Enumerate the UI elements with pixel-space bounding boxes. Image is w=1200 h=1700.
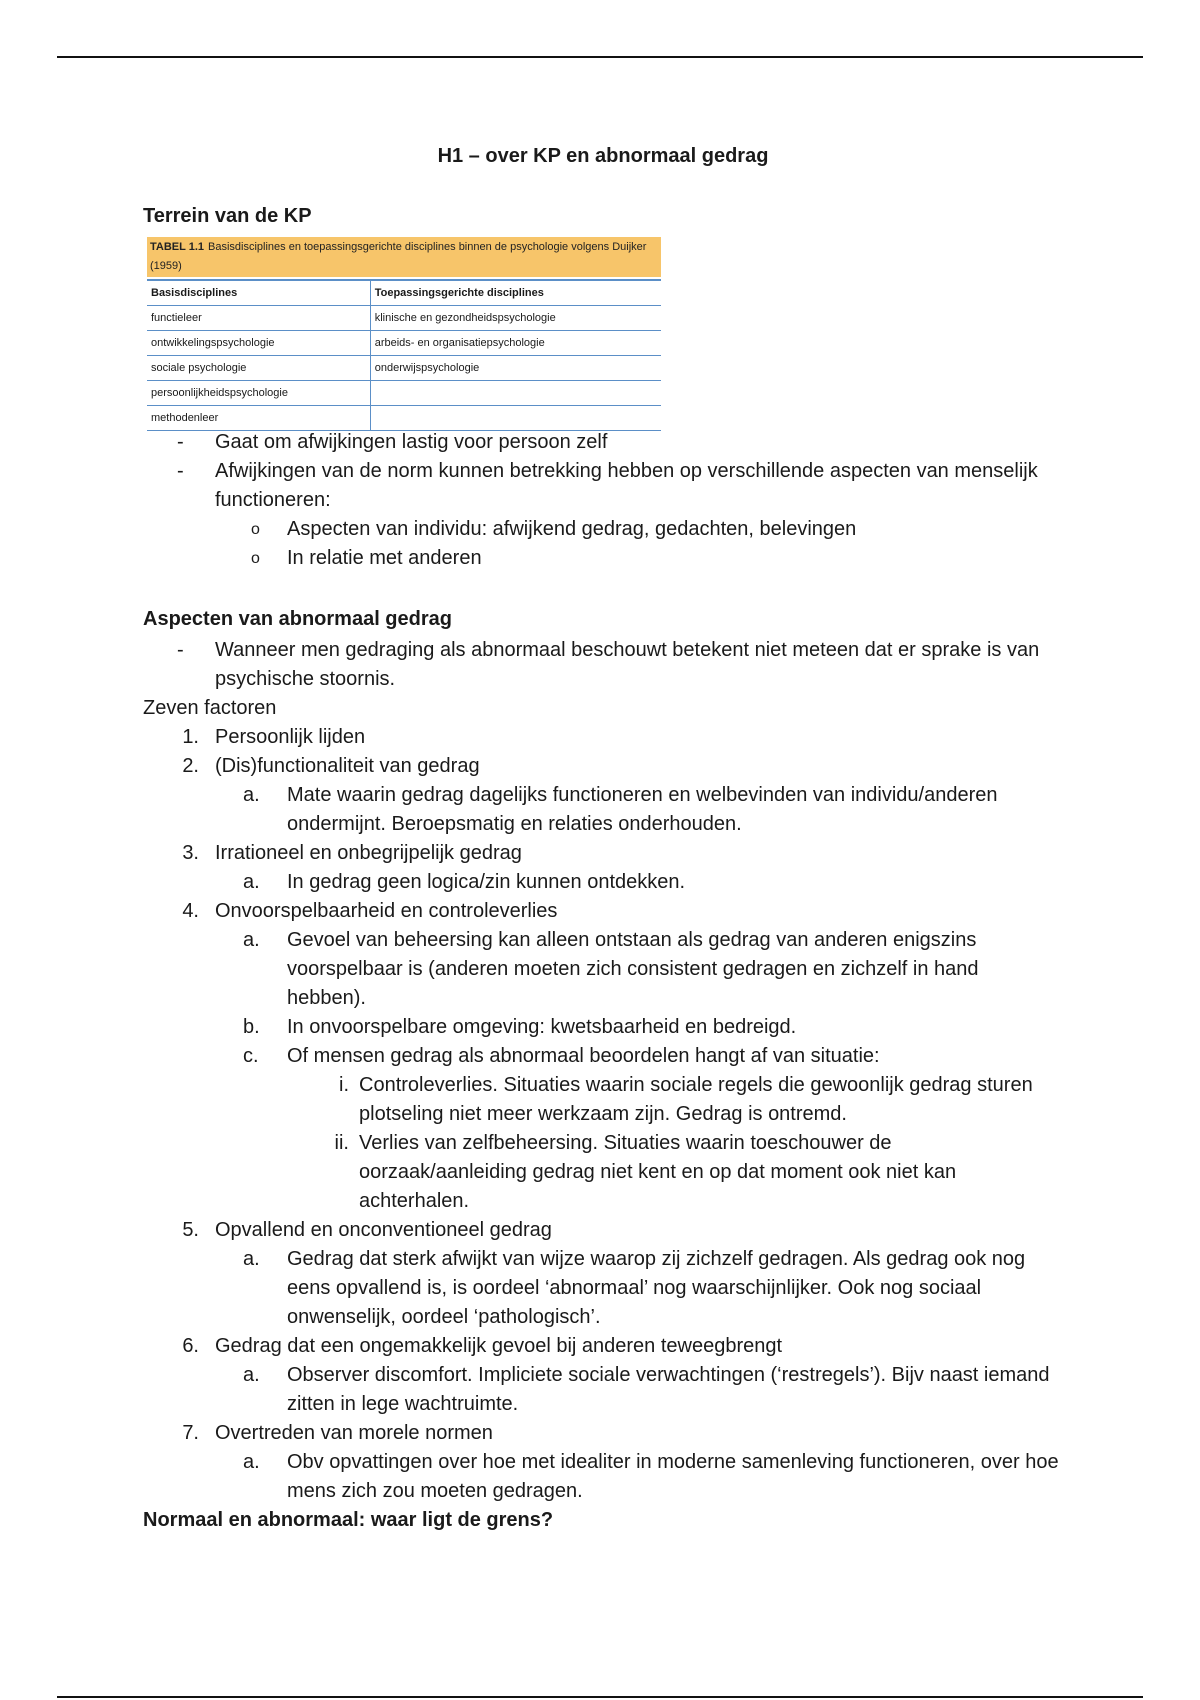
table-cell: arbeids- en organisatiepsychologie <box>370 331 661 356</box>
list-item: o Aspecten van individu: afwijkend gedrag, gedachten, belevingen <box>251 518 857 540</box>
table-cell: functieleer <box>147 306 370 331</box>
list-item: 6. Gedrag dat een ongemakkelijk gevoel bij anderen teweegbrengt <box>182 1335 783 1357</box>
list-item: i. Controleverlies. Situaties waarin sociale regels die gewoonlijk gedrag sturen plotseling niet meer werkzaam zijn. Gedrag is ontremd. <box>339 1074 1033 1125</box>
list-item: a. Gedrag dat sterk afwijkt van wijze waarop zij zichzelf gedragen. Als gedrag ook nog eens opvallend is, is oordeel ‘abnormaal’ nog waarschijnlijker. Ook nog sociaal onwenselijk, oordeel ‘pathologisch’. <box>243 1248 1026 1328</box>
list-item: b. In onvoorspelbare omgeving: kwetsbaarheid en bedreigd. <box>243 1016 797 1038</box>
list-item: a. Mate waarin gedrag dagelijks functioneren en welbevinden van individu/anderen ondermijnt. Beroepsmatig en relaties onderhouden. <box>243 784 998 835</box>
table-row <box>147 306 661 331</box>
table-cell <box>370 381 661 406</box>
top-rule <box>57 56 1143 58</box>
table-caption <box>147 237 661 277</box>
section-heading-terrein: Terrein van de KP <box>143 205 312 227</box>
table-header-row <box>147 280 661 306</box>
table-cell: persoonlijkheidspsychologie <box>147 381 370 406</box>
list-item: 4. Onvoorspelbaarheid en controleverlies <box>182 900 558 922</box>
section-heading-aspecten: Aspecten van abnormaal gedrag <box>143 608 452 630</box>
list-item: a. Gevoel van beheersing kan alleen ontstaan als gedrag van anderen enigszins voorspelbaar is (anderen moeten zich consistent gedragen en zichzelf in hand hebben). <box>243 929 979 1009</box>
list-item: 5. Opvallend en onconventioneel gedrag <box>182 1219 552 1241</box>
section-heading-grens: Normaal en abnormaal: waar ligt de grens? <box>143 1509 554 1531</box>
list-item: a. Obv opvattingen over hoe met idealiter in moderne samenleving functioneren, over hoe mens zich zou moeten gedragen. <box>243 1451 1059 1502</box>
table-cell: methodenleer <box>147 406 370 431</box>
table-header-cell: Toepassingsgerichte disciplines <box>370 280 661 306</box>
bottom-rule <box>57 1696 1143 1698</box>
table-cell: sociale psychologie <box>147 356 370 381</box>
list-item: 7. Overtreden van morele normen <box>182 1422 493 1444</box>
list-item: ii. Verlies van zelfbeheersing. Situaties waarin toeschouwer de oorzaak/aanleiding gedrag niet kent en op dat moment ook niet kan achterhalen. <box>334 1132 957 1212</box>
list-item: 2. (Dis)functionaliteit van gedrag <box>182 755 480 777</box>
table-cell: onderwijspsychologie <box>370 356 661 381</box>
table-row <box>147 406 661 431</box>
list-item: 1. Persoonlijk lijden <box>182 726 366 748</box>
discipline-table-figure <box>147 237 661 431</box>
discipline-table <box>147 279 661 431</box>
list-item: - Afwijkingen van de norm kunnen betrekking hebben op verschillende aspecten van menselijk functioneren: <box>177 460 1038 511</box>
list-item: c. Of mensen gedrag als abnormaal beoordelen hangt af van situatie: <box>243 1045 880 1067</box>
table-caption-text: Basisdisciplines en toepassingsgerichte disciplines binnen de psychologie volgens Duijker (1959) <box>150 241 647 272</box>
list-item: a. In gedrag geen logica/zin kunnen ontdekken. <box>243 871 686 893</box>
list-item: o In relatie met anderen <box>251 547 482 569</box>
table-caption-label: TABEL 1.1 <box>150 241 204 253</box>
table-row <box>147 381 661 406</box>
list-item: - Wanneer men gedraging als abnormaal beschouwt betekent niet meteen dat er sprake is van psychische stoornis. <box>177 639 1040 690</box>
list-item: - Gaat om afwijkingen lastig voor persoon zelf <box>177 431 608 453</box>
table-cell <box>370 406 661 431</box>
list-item: a. Observer discomfort. Impliciete sociale verwachtingen (‘restregels’). Bijv naast iemand zitten in lege wachtruimte. <box>243 1364 1050 1415</box>
table-cell: ontwikkelingspsychologie <box>147 331 370 356</box>
list-item: 3. Irrationeel en onbegrijpelijk gedrag <box>182 842 522 864</box>
subheading-zeven-factoren: Zeven factoren <box>143 697 277 719</box>
terrein-bullets <box>143 428 1063 573</box>
table-header-cell: Basisdisciplines <box>147 280 370 306</box>
table-cell: klinische en gezondheidspsychologie <box>370 306 661 331</box>
aspecten-content <box>143 636 1063 1535</box>
table-row <box>147 331 661 356</box>
page-title: H1 – over KP en abnormaal gedrag <box>437 145 769 167</box>
table-row <box>147 356 661 381</box>
